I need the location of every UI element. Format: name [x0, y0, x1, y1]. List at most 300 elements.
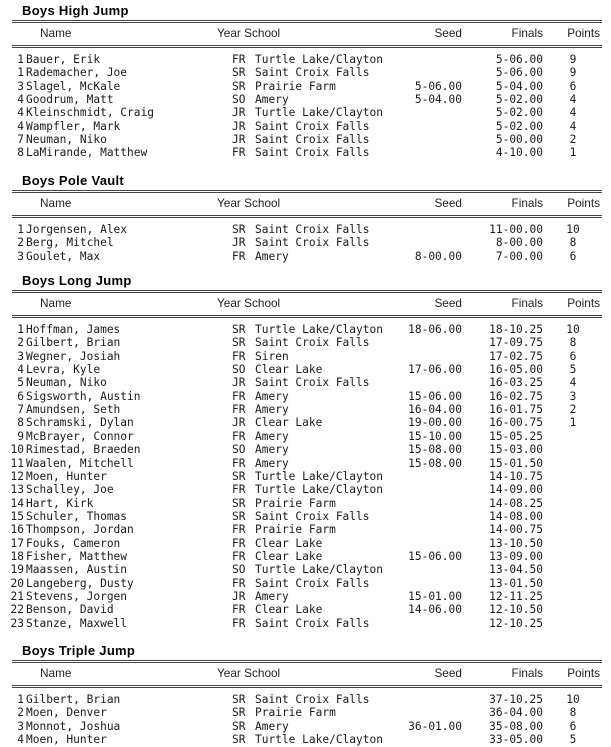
finals-mark-cell: 12-11.25 — [489, 590, 543, 603]
points-cell: 1 — [569, 146, 577, 160]
place-cell: 1 — [17, 53, 24, 66]
points-cell: 10 — [566, 223, 580, 236]
points-cell: 8 — [569, 336, 577, 350]
school-cell: Amery — [255, 403, 289, 417]
column-header-finals: Finals — [511, 196, 543, 210]
year-cell: FR — [232, 616, 246, 630]
place-cell: 3 — [17, 349, 24, 363]
school-cell: Amery — [255, 389, 289, 403]
year-cell: FR — [232, 403, 246, 417]
school-cell: Turtle Lake/Clayton — [255, 483, 383, 497]
school-cell: Clear Lake — [255, 416, 323, 430]
year-cell: SR — [232, 79, 246, 93]
year-cell: SR — [232, 66, 246, 80]
finals-mark-cell: 5-00.00 — [495, 133, 543, 147]
points-cell: 4 — [569, 376, 577, 390]
place-cell: 3 — [17, 719, 24, 733]
athlete-name-cell: Gilbert, Brian — [26, 336, 121, 350]
result-row — [0, 146, 611, 159]
place-cell: 11 — [10, 456, 24, 470]
finals-mark-cell: 5-06.00 — [495, 53, 543, 66]
finals-mark-cell: 12-10.25 — [489, 616, 543, 630]
place-cell: 8 — [17, 146, 24, 160]
finals-mark-cell: 37-10.25 — [489, 693, 543, 706]
finals-mark-cell: 11-00.00 — [489, 223, 543, 236]
school-cell: Saint Croix Falls — [255, 133, 370, 147]
place-cell: 1 — [17, 323, 24, 336]
finals-mark-cell: 14-00.75 — [489, 523, 543, 537]
finals-mark-cell: 16-03.25 — [489, 376, 543, 390]
year-cell: SR — [232, 509, 246, 523]
year-cell: SR — [232, 469, 246, 483]
year-cell: FR — [232, 429, 246, 443]
event-title: Boys Pole Vault — [22, 173, 125, 188]
points-cell: 10 — [566, 693, 580, 706]
column-header-row — [0, 297, 611, 310]
finals-mark-cell: 5-02.00 — [495, 119, 543, 133]
finals-mark-cell: 5-02.00 — [495, 93, 543, 106]
athlete-name-cell: Goodrum, Matt — [26, 93, 114, 106]
points-cell: 2 — [569, 403, 577, 417]
place-cell: 4 — [17, 106, 24, 120]
result-row — [0, 250, 611, 263]
result-row — [0, 376, 611, 389]
points-cell: 8 — [569, 236, 577, 250]
result-row — [0, 733, 611, 746]
rule-line — [12, 315, 602, 318]
seed-mark-cell: 18-06.00 — [408, 323, 462, 336]
column-header-row — [0, 27, 611, 40]
place-cell: 1 — [17, 66, 24, 80]
year-cell: FR — [232, 576, 246, 590]
result-row — [0, 430, 611, 443]
place-cell: 2 — [17, 336, 24, 350]
athlete-name-cell: Gilbert, Brian — [26, 693, 121, 706]
athlete-name-cell: Moen, Hunter — [26, 733, 107, 746]
school-cell: Clear Lake — [255, 603, 323, 617]
year-cell: SR — [232, 733, 246, 746]
year-cell: FR — [232, 603, 246, 617]
place-cell: 18 — [10, 549, 24, 563]
points-cell: 4 — [569, 93, 577, 106]
column-header-points: Points — [567, 26, 600, 40]
athlete-name-cell: Goulet, Max — [26, 249, 101, 263]
result-row — [0, 363, 611, 376]
column-header-name: Name — [40, 666, 72, 680]
year-cell: JR — [232, 119, 246, 133]
column-header-finals: Finals — [511, 666, 543, 680]
place-cell: 4 — [17, 93, 24, 106]
seed-mark-cell: 5-06.00 — [414, 79, 462, 93]
result-row — [0, 133, 611, 146]
result-row — [0, 550, 611, 563]
year-cell: JR — [232, 133, 246, 147]
athlete-name-cell: Schramski, Dylan — [26, 416, 134, 430]
year-cell: FR — [232, 523, 246, 537]
finals-mark-cell: 16-05.00 — [489, 363, 543, 376]
result-row — [0, 603, 611, 616]
finals-mark-cell: 7-00.00 — [495, 249, 543, 263]
finals-mark-cell: 15-01.50 — [489, 456, 543, 470]
athlete-name-cell: McBrayer, Connor — [26, 429, 134, 443]
athlete-name-cell: Maassen, Austin — [26, 563, 128, 577]
school-cell: Turtle Lake/Clayton — [255, 563, 383, 577]
athlete-name-cell: Jorgensen, Alex — [26, 223, 128, 236]
finals-mark-cell: 12-10.50 — [489, 603, 543, 617]
place-cell: 22 — [10, 603, 24, 617]
year-cell: JR — [232, 376, 246, 390]
finals-mark-cell: 17-02.75 — [489, 349, 543, 363]
column-header-points: Points — [567, 666, 600, 680]
column-header-seed: Seed — [434, 296, 462, 310]
athlete-name-cell: Langeberg, Dusty — [26, 576, 134, 590]
year-cell: JR — [232, 416, 246, 430]
points-cell: 4 — [569, 106, 577, 120]
athlete-name-cell: Moen, Denver — [26, 706, 107, 720]
school-cell: Turtle Lake/Clayton — [255, 733, 383, 746]
finals-mark-cell: 33-05.00 — [489, 733, 543, 746]
points-cell: 5 — [569, 733, 577, 746]
place-cell: 20 — [10, 576, 24, 590]
year-cell: SR — [232, 719, 246, 733]
points-cell: 6 — [569, 249, 577, 263]
result-row — [0, 53, 611, 66]
place-cell: 7 — [17, 403, 24, 417]
result-row — [0, 563, 611, 576]
seed-mark-cell: 16-04.00 — [408, 403, 462, 417]
rule-line — [12, 20, 602, 23]
athlete-name-cell: Benson, David — [26, 603, 114, 617]
column-header-name: Name — [40, 196, 72, 210]
athlete-name-cell: Stanze, Maxwell — [26, 616, 128, 630]
finals-mark-cell: 5-06.00 — [495, 66, 543, 80]
points-cell: 9 — [569, 66, 577, 80]
result-row — [0, 323, 611, 336]
finals-mark-cell: 16-02.75 — [489, 389, 543, 403]
place-cell: 23 — [10, 616, 24, 630]
year-cell: SO — [232, 563, 246, 577]
column-header-seed: Seed — [434, 666, 462, 680]
school-cell: Saint Croix Falls — [255, 66, 370, 80]
column-header-seed: Seed — [434, 26, 462, 40]
result-row — [0, 706, 611, 719]
result-row — [0, 470, 611, 483]
school-cell: Siren — [255, 349, 289, 363]
school-cell: Saint Croix Falls — [255, 223, 370, 236]
points-cell: 10 — [566, 323, 580, 336]
seed-mark-cell: 15-06.00 — [408, 389, 462, 403]
year-cell: SR — [232, 223, 246, 236]
finals-mark-cell: 14-10.75 — [489, 469, 543, 483]
school-cell: Clear Lake — [255, 363, 323, 376]
finals-mark-cell: 16-01.75 — [489, 403, 543, 417]
points-cell: 3 — [569, 389, 577, 403]
finals-mark-cell: 13-01.50 — [489, 576, 543, 590]
year-cell: FR — [232, 146, 246, 160]
athlete-name-cell: Moen, Hunter — [26, 469, 107, 483]
points-cell: 6 — [569, 79, 577, 93]
school-cell: Amery — [255, 249, 289, 263]
points-cell: 8 — [569, 706, 577, 720]
school-cell: Clear Lake — [255, 549, 323, 563]
result-row — [0, 483, 611, 496]
athlete-name-cell: Berg, Mitchel — [26, 236, 114, 250]
result-row — [0, 510, 611, 523]
seed-mark-cell: 19-00.00 — [408, 416, 462, 430]
year-cell: SR — [232, 693, 246, 706]
school-cell: Prairie Farm — [255, 496, 336, 510]
year-cell: JR — [232, 106, 246, 120]
year-cell: SR — [232, 496, 246, 510]
result-row — [0, 590, 611, 603]
rule-line — [12, 290, 602, 293]
athlete-name-cell: Bauer, Erik — [26, 53, 101, 66]
place-cell: 12 — [10, 469, 24, 483]
points-cell: 2 — [569, 133, 577, 147]
year-cell: SR — [232, 706, 246, 720]
school-cell: Amery — [255, 590, 289, 603]
column-header-finals: Finals — [511, 296, 543, 310]
year-cell: SO — [232, 93, 246, 106]
school-cell: Prairie Farm — [255, 523, 336, 537]
column-header-row — [0, 667, 611, 680]
place-cell: 1 — [17, 693, 24, 706]
school-cell: Amery — [255, 93, 289, 106]
column-header-name: Name — [40, 26, 72, 40]
finals-mark-cell: 14-08.25 — [489, 496, 543, 510]
result-row — [0, 120, 611, 133]
points-cell: 1 — [569, 416, 577, 430]
place-cell: 13 — [10, 483, 24, 497]
result-row — [0, 336, 611, 349]
column-header-seed: Seed — [434, 196, 462, 210]
seed-mark-cell: 17-06.00 — [408, 363, 462, 376]
athlete-name-cell: Hart, Kirk — [26, 496, 94, 510]
event-title: Boys Long Jump — [22, 273, 132, 288]
finals-mark-cell: 15-05.25 — [489, 429, 543, 443]
seed-mark-cell: 14-06.00 — [408, 603, 462, 617]
result-row — [0, 693, 611, 706]
school-cell: Saint Croix Falls — [255, 509, 370, 523]
place-cell: 3 — [17, 79, 24, 93]
school-cell: Amery — [255, 456, 289, 470]
result-row — [0, 223, 611, 236]
finals-mark-cell: 36-04.00 — [489, 706, 543, 720]
year-cell: FR — [232, 53, 246, 66]
result-row — [0, 416, 611, 429]
seed-mark-cell: 15-08.00 — [408, 443, 462, 457]
year-cell: SO — [232, 363, 246, 376]
athlete-name-cell: Wampfler, Mark — [26, 119, 121, 133]
points-cell: 9 — [569, 53, 577, 66]
school-cell: Saint Croix Falls — [255, 576, 370, 590]
athlete-name-cell: Neuman, Niko — [26, 376, 107, 390]
year-cell: FR — [232, 549, 246, 563]
place-cell: 6 — [17, 389, 24, 403]
place-cell: 3 — [17, 249, 24, 263]
school-cell: Turtle Lake/Clayton — [255, 106, 383, 120]
finals-mark-cell: 13-09.00 — [489, 549, 543, 563]
rule-line — [12, 660, 602, 663]
place-cell: 2 — [17, 236, 24, 250]
points-cell: 4 — [569, 119, 577, 133]
column-header-finals: Finals — [511, 26, 543, 40]
year-cell: JR — [232, 590, 246, 603]
school-cell: Prairie Farm — [255, 706, 336, 720]
seed-mark-cell: 36-01.00 — [408, 719, 462, 733]
year-cell: FR — [232, 249, 246, 263]
rule-line — [12, 215, 602, 218]
result-row — [0, 497, 611, 510]
athlete-name-cell: Hoffman, James — [26, 323, 121, 336]
athlete-name-cell: Neuman, Niko — [26, 133, 107, 147]
result-row — [0, 537, 611, 550]
school-cell: Turtle Lake/Clayton — [255, 53, 383, 66]
seed-mark-cell: 15-08.00 — [408, 456, 462, 470]
place-cell: 4 — [17, 733, 24, 746]
column-header-name: Name — [40, 296, 72, 310]
year-cell: SO — [232, 443, 246, 457]
place-cell: 4 — [17, 363, 24, 376]
column-header-year-school: Year School — [217, 196, 281, 210]
place-cell: 4 — [17, 119, 24, 133]
event-title: Boys High Jump — [22, 3, 129, 18]
athlete-name-cell: Kleinschmidt, Craig — [26, 106, 154, 120]
seed-mark-cell: 15-06.00 — [408, 549, 462, 563]
year-cell: SR — [232, 323, 246, 336]
school-cell: Saint Croix Falls — [255, 376, 370, 390]
athlete-name-cell: Rademacher, Joe — [26, 66, 128, 80]
result-row — [0, 236, 611, 249]
school-cell: Saint Croix Falls — [255, 146, 370, 160]
school-cell: Saint Croix Falls — [255, 336, 370, 350]
place-cell: 17 — [10, 536, 24, 550]
column-header-year-school: Year School — [217, 666, 281, 680]
result-row — [0, 66, 611, 79]
athlete-name-cell: Waalen, Mitchell — [26, 456, 134, 470]
finals-mark-cell: 18-10.25 — [489, 323, 543, 336]
athlete-name-cell: Schalley, Joe — [26, 483, 114, 497]
place-cell: 15 — [10, 509, 24, 523]
event-title: Boys Triple Jump — [22, 643, 136, 658]
finals-mark-cell: 14-08.00 — [489, 509, 543, 523]
column-header-year-school: Year School — [217, 26, 281, 40]
year-cell: JR — [232, 236, 246, 250]
school-cell: Saint Croix Falls — [255, 119, 370, 133]
rule-line — [12, 190, 602, 193]
place-cell: 8 — [17, 416, 24, 430]
school-cell: Saint Croix Falls — [255, 616, 370, 630]
finals-mark-cell: 16-00.75 — [489, 416, 543, 430]
finals-mark-cell: 35-08.00 — [489, 719, 543, 733]
finals-mark-cell: 5-04.00 — [495, 79, 543, 93]
athlete-name-cell: Slagel, McKale — [26, 79, 121, 93]
column-header-year-school: Year School — [217, 296, 281, 310]
year-cell: FR — [232, 456, 246, 470]
result-row — [0, 443, 611, 456]
result-row — [0, 577, 611, 590]
place-cell: 9 — [17, 429, 24, 443]
school-cell: Amery — [255, 429, 289, 443]
athlete-name-cell: Schuler, Thomas — [26, 509, 128, 523]
finals-mark-cell: 8-00.00 — [495, 236, 543, 250]
result-row — [0, 617, 611, 630]
athlete-name-cell: Fisher, Matthew — [26, 549, 128, 563]
place-cell: 14 — [10, 496, 24, 510]
place-cell: 2 — [17, 706, 24, 720]
points-cell: 6 — [569, 349, 577, 363]
result-row — [0, 350, 611, 363]
finals-mark-cell: 5-02.00 — [495, 106, 543, 120]
rule-line — [12, 45, 602, 48]
year-cell: FR — [232, 483, 246, 497]
points-cell: 6 — [569, 719, 577, 733]
finals-mark-cell: 13-10.50 — [489, 536, 543, 550]
year-cell: FR — [232, 389, 246, 403]
result-row — [0, 523, 611, 536]
result-row — [0, 457, 611, 470]
school-cell: Turtle Lake/Clayton — [255, 469, 383, 483]
finals-mark-cell: 14-09.00 — [489, 483, 543, 497]
year-cell: FR — [232, 536, 246, 550]
result-row — [0, 720, 611, 733]
points-cell: 5 — [569, 363, 577, 376]
place-cell: 21 — [10, 590, 24, 603]
place-cell: 10 — [10, 443, 24, 457]
athlete-name-cell: Wegner, Josiah — [26, 349, 121, 363]
column-header-row — [0, 197, 611, 210]
athlete-name-cell: Monnot, Joshua — [26, 719, 121, 733]
athlete-name-cell: Amundsen, Seth — [26, 403, 121, 417]
finals-mark-cell: 15-03.00 — [489, 443, 543, 457]
year-cell: SR — [232, 336, 246, 350]
school-cell: Saint Croix Falls — [255, 236, 370, 250]
result-row — [0, 106, 611, 119]
place-cell: 1 — [17, 223, 24, 236]
place-cell: 16 — [10, 523, 24, 537]
school-cell: Saint Croix Falls — [255, 693, 370, 706]
athlete-name-cell: Thompson, Jordan — [26, 523, 134, 537]
result-row — [0, 80, 611, 93]
result-row — [0, 93, 611, 106]
finals-mark-cell: 4-10.00 — [495, 146, 543, 160]
school-cell: Amery — [255, 443, 289, 457]
seed-mark-cell: 5-04.00 — [414, 93, 462, 106]
finals-mark-cell: 17-09.75 — [489, 336, 543, 350]
athlete-name-cell: Stevens, Jorgen — [26, 590, 128, 603]
result-row — [0, 403, 611, 416]
year-cell: FR — [232, 349, 246, 363]
school-cell: Amery — [255, 719, 289, 733]
column-header-points: Points — [567, 296, 600, 310]
seed-mark-cell: 15-01.00 — [408, 590, 462, 603]
athlete-name-cell: Fouks, Cameron — [26, 536, 121, 550]
result-row — [0, 390, 611, 403]
school-cell: Clear Lake — [255, 536, 323, 550]
athlete-name-cell: LaMirande, Matthew — [26, 146, 148, 160]
rule-line — [12, 685, 602, 688]
column-header-points: Points — [567, 196, 600, 210]
athlete-name-cell: Sigsworth, Austin — [26, 389, 141, 403]
place-cell: 19 — [10, 563, 24, 577]
athlete-name-cell: Rimestad, Braeden — [26, 443, 141, 457]
school-cell: Turtle Lake/Clayton — [255, 323, 383, 336]
place-cell: 7 — [17, 133, 24, 147]
finals-mark-cell: 13-04.50 — [489, 563, 543, 577]
school-cell: Prairie Farm — [255, 79, 336, 93]
seed-mark-cell: 8-00.00 — [414, 249, 462, 263]
seed-mark-cell: 15-10.00 — [408, 429, 462, 443]
